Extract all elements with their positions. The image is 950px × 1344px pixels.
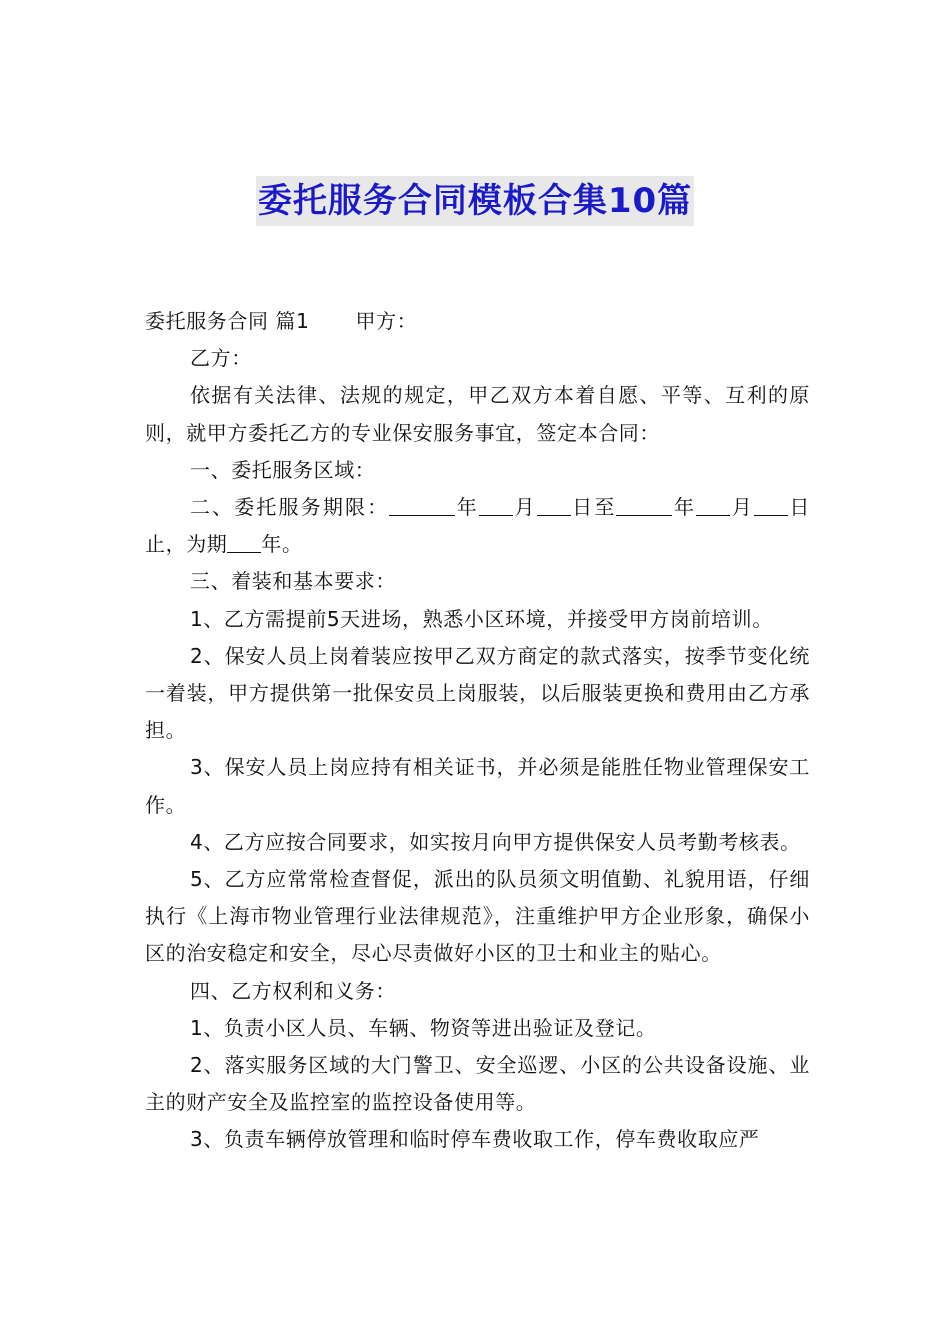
blank-duration (227, 532, 261, 553)
clause-2-label: 二、委托服务期限： (190, 495, 390, 520)
clause-4-item-1: 1、负责小区人员、车辆、物资等进出验证及登记。 (190, 1015, 657, 1040)
clause-4-item-2: 2、落实服务区域的大门警卫、安全巡逻、小区的公共设备设施、业主的财产安全及监控室的监控设备使用等。 (145, 1053, 810, 1115)
blank-end-day (754, 495, 788, 516)
party-b-label: 乙方： (190, 346, 252, 371)
clause-3-item-1: 1、乙方需提前5天进场，熟悉小区环境，并接受甲方岗前培训。 (190, 606, 773, 631)
clause-3-item-4: 4、乙方应按合同要求，如实按月向甲方提供保安人员考勤考核表。 (190, 829, 801, 854)
clause-2: 二、委托服务期限： 年 月 日至 年 月 日止，为期 年。 (145, 495, 810, 557)
document-title: 委托服务合同模板合集10篇 (256, 176, 694, 226)
section-heading-line (145, 303, 810, 340)
clause-4: 四、乙方权利和义务： (190, 978, 396, 1003)
party-a-label: 甲方： (355, 309, 418, 333)
intro-paragraph: 依据有关法律、法规的规定，甲乙双方本着自愿、平等、互利的原则，就甲方委托乙方的专业保安服务事宜，签定本合同： (145, 383, 810, 445)
clause-3-item-2: 2、保安人员上岗着装应按甲乙双方商定的款式落实，按季节变化统一着装，甲方提供第一批保安员上岗服装，以后服装更换和费用由乙方承担。 (145, 643, 810, 743)
clause-4-item-3: 3、负责车辆停放管理和临时停车费收取工作，停车费收取应严 (190, 1127, 760, 1152)
clause-3-item-5: 5、乙方应常常检查督促，派出的队员须文明值勤、礼貌用语，仔细执行《上海市物业管理行业法律规范》，注重维护甲方企业形象，确保小区的治安稳定和安全，尽心尽责做好小区的卫士和业主的贴心。 (145, 867, 810, 966)
party-b-line (145, 340, 810, 377)
blank-end-year (616, 495, 672, 516)
blank-start-day (537, 495, 571, 516)
clause-3: 三、着装和基本要求： (190, 569, 396, 594)
section-heading: 委托服务合同 篇1 (145, 309, 310, 333)
blank-start-month (479, 495, 513, 516)
clause-3-item-3: 3、保安人员上岗应持有相关证书，并必须是能胜任物业管理保安工作。 (145, 755, 810, 817)
blank-end-month (696, 495, 730, 516)
blank-start-year (389, 495, 455, 516)
clause-1: 一、委托服务区域： (190, 457, 376, 482)
document-body (145, 303, 810, 1159)
title-container (0, 176, 950, 226)
